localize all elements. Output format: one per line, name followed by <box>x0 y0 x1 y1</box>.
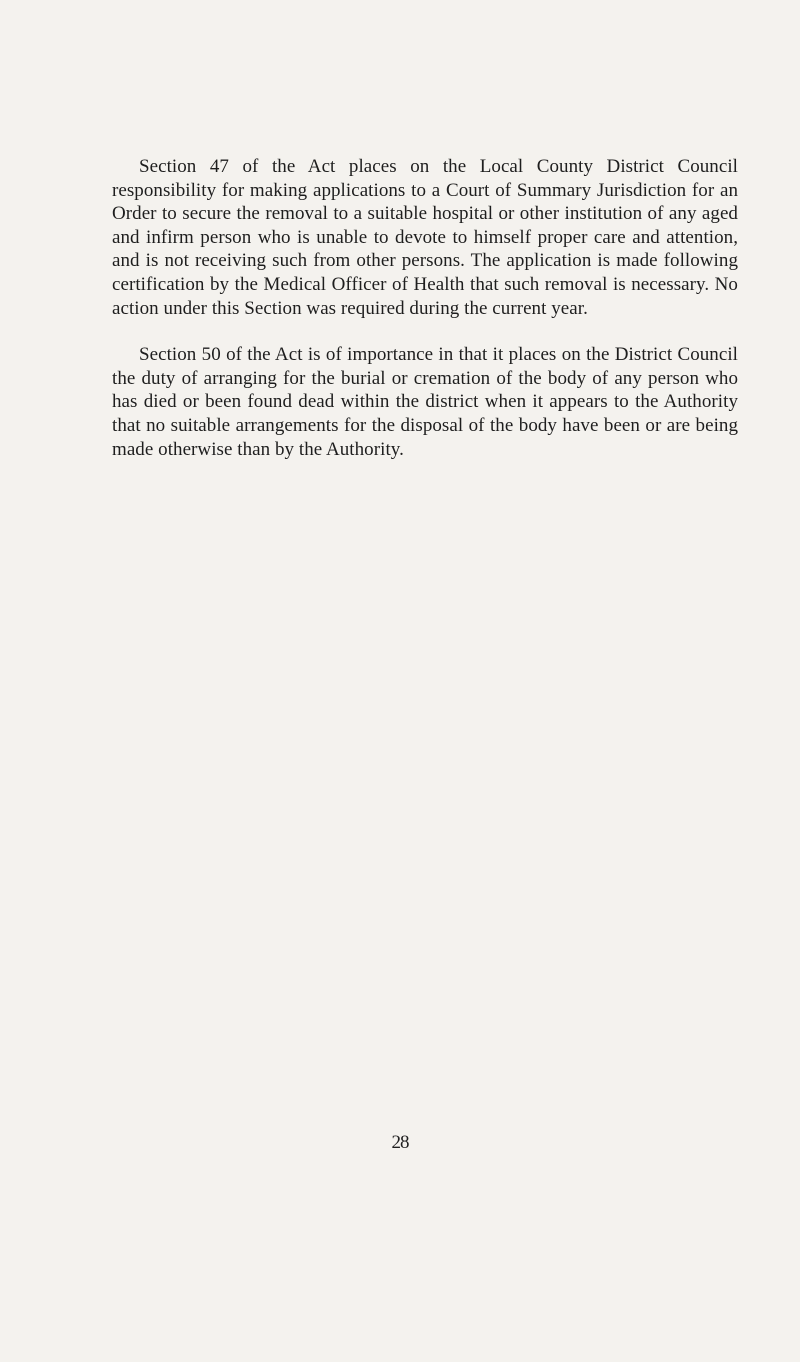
page-number: 28 <box>391 1132 409 1153</box>
paragraph-section-47: Section 47 of the Act places on the Local County District Council responsibility for making applications to a Court of Summary Jurisdiction for an Order to secure the removal to a suitable hospital or other institution of any aged and infirm person who is unable to devote to himself proper care and attention, and is not receiving such from other persons. The application is made following certification by the Medical Officer of Health that such removal is necessary. No action under this Section was required during the current year. <box>112 156 738 319</box>
paragraph-section-50: Section 50 of the Act is of importance in that it places on the District Council the duty of arranging for the burial or cremation of the body of any person who has died or been found dead within the district when it appears to the Authority that no suitable arrangements for the disposal of the body have been or are being made otherwise than by the Authority. <box>112 344 738 460</box>
body-text <box>112 155 738 461</box>
